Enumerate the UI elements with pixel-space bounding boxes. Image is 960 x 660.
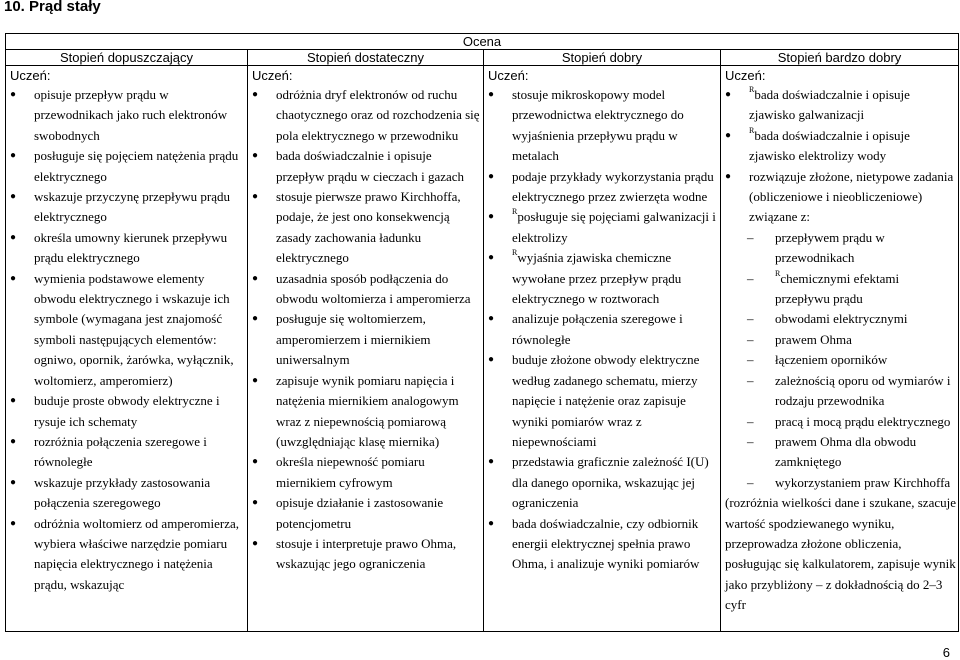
item-text: chemicznymi efektami przepływu prądu	[775, 270, 900, 307]
level-dostateczny: Stopień dostateczny	[248, 50, 484, 66]
list-item	[252, 269, 481, 310]
requirements-list	[725, 85, 956, 228]
uczen-label: Uczeń:	[252, 68, 293, 83]
list-item	[252, 309, 481, 370]
level-dobry: Stopień dobry	[484, 50, 721, 66]
level-dopuszczajacy: Stopień dopuszczający	[6, 50, 248, 66]
list-item	[488, 207, 718, 248]
list-item	[488, 452, 718, 513]
item-text: stosuje pierwsze prawo Kirchhoffa, podaje, że jest ono konsekwencją zasady zachowania ładunku elektrycznego	[276, 189, 461, 266]
item-text: odróżnia dryf elektronów od ruchu chaotycznego oraz od rozchodzenia się pola elektrycznego w przewodniku	[276, 87, 480, 143]
item-text: bada doświadczalnie i opisuje przepływ prądu w cieczach i gazach	[276, 148, 465, 184]
item-text: buduje złożone obwody elektryczne według zadanego schematu, mierzy napięcie i natężenie oraz zapisuje wyniki pomiarów wraz z niepewnościami	[512, 352, 700, 449]
requirements-list	[252, 85, 481, 575]
uczen-label: Uczeń:	[488, 68, 529, 83]
list-item	[488, 85, 718, 167]
list-item	[252, 371, 481, 453]
list-item	[252, 534, 481, 575]
item-text: bada doświadczalnie, czy odbiornik energii elektrycznej spełnia prawo Ohma, i analizuje wyniki pomiarów	[512, 515, 700, 572]
extended-marker: R	[775, 268, 781, 278]
list-item	[252, 493, 481, 534]
list-item	[725, 85, 956, 126]
list-item	[725, 167, 956, 228]
page-number: 6	[942, 645, 950, 660]
item-text: obwodami elektrycznymi	[775, 311, 908, 327]
item-text: rozróżnia połączenia szeregowe i równoległe	[34, 433, 207, 470]
list-item	[10, 85, 245, 146]
list-item	[10, 473, 245, 514]
list-item	[10, 514, 245, 596]
list-item	[10, 228, 245, 269]
item-text: wskazuje przyczynę przepływu prądu elektrycznego	[34, 189, 230, 225]
list-item	[252, 452, 481, 493]
list-item	[488, 350, 718, 452]
item-text: zależnością oporu od wymiarów i rodzaju przewodnika	[775, 372, 951, 409]
list-item	[761, 371, 956, 412]
item-text: przepływem prądu w przewodnikach	[775, 229, 885, 266]
item-text: opisuje przepływ prądu w przewodnikach jako ruch elektronów swobodnych	[34, 87, 228, 143]
requirements-list	[10, 85, 245, 595]
list-item	[761, 228, 956, 269]
item-text: rozwiązuje złożone, nietypowe zadania (obliczeniowe i nieobliczeniowe) związane z:	[749, 168, 954, 225]
list-item	[10, 391, 245, 432]
list-item	[252, 187, 481, 269]
list-item	[761, 309, 956, 329]
item-text: posługuje się pojęciem natężenia prądu elektrycznego	[34, 148, 239, 184]
list-item	[252, 146, 481, 187]
item-text: podaje przykłady wykorzystania prądu elektrycznego przez zwierzęta wodne	[512, 168, 714, 205]
note-text: (rozróżnia wielkości dane i szukane, szacuje wartość spodziewanego wyniku, przeprowadza złożone obliczenia, posługując się kalkulatorem, zapisuje wynik jako przybliżony – z dokładnością do 2–3 cyfr	[725, 495, 957, 613]
item-text: posługuje się pojęciami galwanizacji i elektrolizy	[512, 209, 716, 245]
list-item	[10, 187, 245, 228]
item-text: bada doświadczalnie i opisuje zjawisko elektrolizy wody	[749, 127, 910, 164]
item-text: stosuje mikroskopowy model przewodnictwa elektrycznego do wyjaśnienia przepływu prądu w metalach	[512, 87, 684, 164]
item-text: prawem Ohma	[775, 331, 852, 347]
item-text: określa niepewność pomiaru miernikiem cyfrowym	[276, 454, 425, 490]
section-title: 10. Prąd stały	[4, 0, 101, 15]
list-item	[761, 330, 956, 350]
list-item	[252, 85, 481, 146]
item-text: buduje proste obwody elektryczne i rysuje ich schematy	[34, 393, 220, 429]
grading-table	[5, 33, 959, 632]
level-bardzo-dobry: Stopień bardzo dobry	[721, 50, 959, 66]
column-dostateczny	[248, 66, 484, 632]
requirements-list	[488, 85, 718, 575]
extended-marker: R	[749, 85, 755, 94]
item-text: uzasadnia sposób podłączenia do obwodu woltomierza i amperomierza	[276, 270, 471, 307]
item-text: określa umowny kierunek przepływu prądu elektrycznego	[34, 229, 228, 266]
table-header-ocena: Ocena	[6, 34, 959, 50]
item-text: odróżnia woltomierz od amperomierza, wybiera właściwe narzędzie pomiaru napięcia elektrycznego i natężenia prądu, wskazując	[34, 515, 240, 592]
column-dobry	[484, 66, 721, 632]
list-item	[761, 269, 956, 310]
list-item	[761, 412, 956, 432]
item-text: opisuje działanie i zastosowanie potencjometru	[276, 495, 444, 531]
list-item	[10, 269, 245, 391]
item-text: wyjaśnia zjawiska chemiczne wywołane przez przepływ prądu elektrycznego w roztworach	[512, 250, 682, 307]
item-text: analizuje połączenia szeregowe i równoległe	[512, 311, 683, 347]
extended-marker: R	[749, 125, 755, 135]
item-text: zapisuje wynik pomiaru napięcia i natężenia miernikiem analogowym wraz z niepewnością pomiarową (uwzględniając klasę miernika)	[276, 372, 459, 449]
list-item	[10, 432, 245, 473]
list-item	[488, 248, 718, 309]
item-text: prawem Ohma dla obwodu zamkniętego	[775, 433, 917, 470]
list-item	[488, 309, 718, 350]
item-text: posługuje się woltomierzem, amperomierzem i miernikiem uniwersalnym	[276, 311, 431, 368]
item-text: pracą i mocą prądu elektrycznego	[775, 413, 951, 429]
column-bardzo-dobry	[721, 66, 959, 632]
list-item	[488, 514, 718, 575]
item-text: łączeniem oporników	[775, 352, 888, 368]
uczen-label: Uczeń:	[10, 68, 51, 83]
topics-list	[725, 228, 956, 493]
list-item	[488, 167, 718, 208]
list-item	[761, 432, 956, 473]
list-item	[761, 350, 956, 370]
uczen-label: Uczeń:	[725, 68, 766, 83]
list-item	[761, 473, 956, 493]
extended-marker: R	[512, 248, 518, 258]
column-dopuszczajacy	[6, 66, 248, 632]
item-text: bada doświadczalnie i opisuje zjawisko galwanizacji	[749, 87, 910, 123]
extended-marker: R	[512, 207, 518, 217]
item-text: stosuje i interpretuje prawo Ohma, wskazując jego ograniczenia	[276, 535, 457, 572]
list-item	[10, 146, 245, 187]
item-text: wykorzystaniem praw Kirchhoffa	[775, 474, 951, 490]
item-text: wymienia podstawowe elementy obwodu elektrycznego i wskazuje ich symbole (wymagana jest znajomość symboli następujących elementów: ogniwo, opornik, żarówka, wyłącznik, woltomierz, amperomierz)	[34, 270, 234, 388]
item-text: przedstawia graficznie zależność I(U) dla danego opornika, wskazując jej ograniczenia	[512, 454, 709, 511]
item-text: wskazuje przykłady zastosowania połączenia szeregowego	[34, 474, 211, 511]
list-item	[725, 126, 956, 167]
